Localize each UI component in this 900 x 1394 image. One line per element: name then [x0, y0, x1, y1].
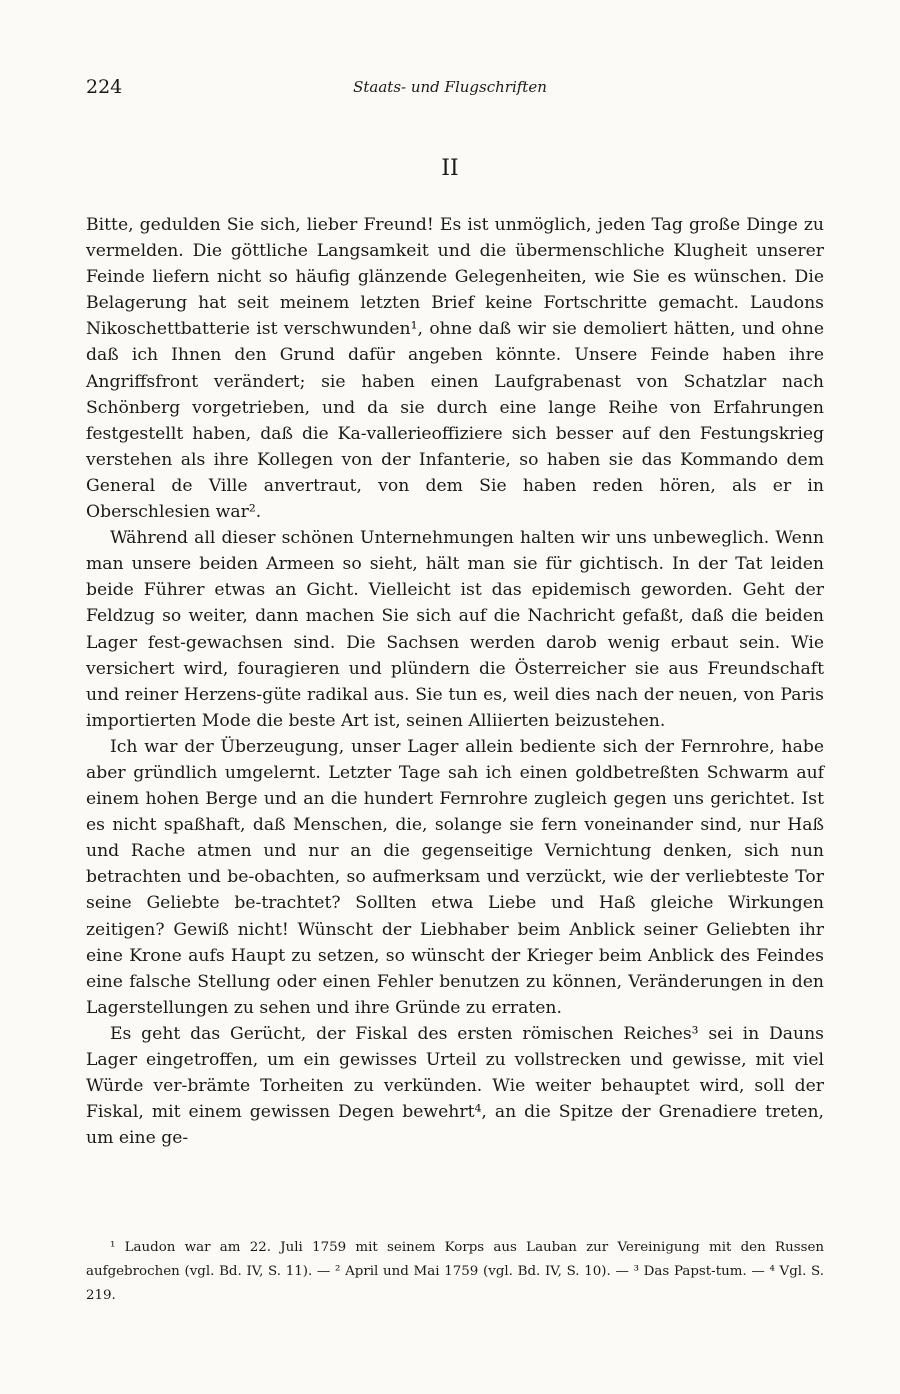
footnotes	[86, 1236, 824, 1308]
paragraph-3: Ich war der Überzeugung, unser Lager allein bediente sich der Fernrohre, habe aber gründlich umgelernt. Letzter Tage sah ich einen goldbetreßten Schwarm auf einem hohen Berge und an die hundert Fernrohre zugleich gegen uns gerichtet. Ist es nicht spaßhaft, daß Menschen, die, solange sie fern voneinander sind, nur Haß und Rache atmen und nur an die gegenseitige Vernichtung denken, sich nun betrachten und be-obachten, so aufmerksam und verzückt, wie der verliebteste Tor seine Geliebte be-trachtet? Sollten etwa Liebe und Haß gleiche Wirkungen zeitigen? Gewiß nicht! Wünscht der Liebhaber beim Anblick seiner Geliebten ihr eine Krone aufs Haupt zu setzen, so wünscht der Krieger beim Anblick des Feindes eine falsche Stellung oder einen Fehler benutzen zu können, Veränderungen in den Lagerstellungen zu sehen und ihre Gründe zu erraten.	[86, 736, 824, 1018]
body-text	[86, 212, 824, 1151]
page-number: 224	[86, 76, 123, 98]
paragraph-1: Bitte, gedulden Sie sich, lieber Freund! Es ist unmöglich, jeden Tag große Dinge zu vermelden. Die göttliche Langsamkeit und die übermenschliche Klugheit unserer Feinde liefern nicht so häufig glänzende Gelegenheiten, wie Sie es wünschen. Die Belagerung hat seit meinem letzten Brief keine Fortschritte gemacht. Laudons Nikoschettbatterie ist verschwunden¹, ohne daß wir sie demoliert hätten, und ohne daß ich Ihnen den Grund dafür angeben könnte. Unsere Feinde haben ihre Angriffsfront verändert; sie haben einen Laufgrabenast von Schatzlar nach Schönberg vorgetrieben, und da sie durch eine lange Reihe von Erfahrungen festgestellt haben, daß die Ka-vallerieoffiziere sich besser auf den Festungskrieg verstehen als ihre Kollegen von der Infanterie, so haben sie das Kommando dem General de Ville anvertraut, von dem Sie haben reden hören, als er in Oberschlesien war².	[86, 215, 824, 523]
page-header	[86, 76, 814, 102]
paragraph-2: Während all dieser schönen Unternehmungen halten wir uns unbeweglich. Wenn man unsere beiden Armeen so sieht, hält man sie für gichtisch. In der Tat leiden beide Führer etwas an Gicht. Vielleicht ist das epidemisch geworden. Geht der Feldzug so weiter, dann machen Sie sich auf die Nachricht gefaßt, daß die beiden Lager fest-gewachsen sind. Die Sachsen werden darob wenig erbaut sein. Wie versichert wird, fouragieren und plündern die Österreicher sie aus Freundschaft und reiner Herzens-güte radikal aus. Sie tun es, weil dies nach der neuen, von Paris importierten Mode die beste Art ist, seinen Alliierten beizustehen.	[86, 528, 824, 731]
paragraph-4: Es geht das Gerücht, der Fiskal des ersten römischen Reiches³ sei in Dauns Lager eingetroffen, um ein gewisses Urteil zu vollstrecken und gewisse, mit viel Würde ver-brämte Torheiten zu verkünden. Wie weiter behauptet wird, soll der Fiskal, mit einem gewissen Degen bewehrt⁴, an die Spitze der Grenadiere treten, um eine ge-	[86, 1023, 824, 1149]
footnote-text: ¹ Laudon war am 22. Juli 1759 mit seinem Korps aus Lauban zur Vereinigung mit den Russen aufgebrochen (vgl. Bd. IV, S. 11). — ² April und Mai 1759 (vgl. Bd. IV, S. 10). — ³ Das Papst-tum. — ⁴ Vgl. S. 219.	[86, 1240, 824, 1303]
running-head: Staats- und Flugschriften	[353, 78, 547, 96]
section-heading: II	[441, 156, 459, 181]
